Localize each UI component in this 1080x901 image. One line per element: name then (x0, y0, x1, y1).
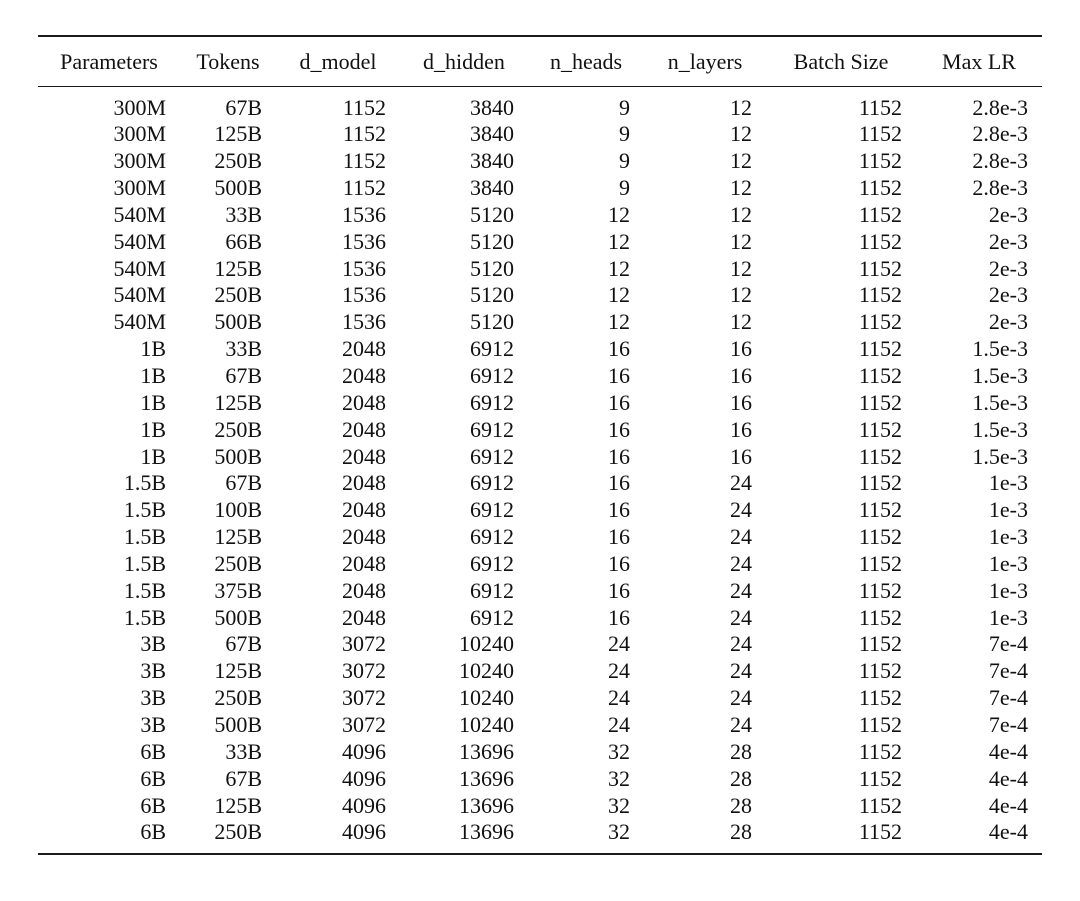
header-n-layers: n_layers (667, 48, 743, 74)
table-header (38, 36, 1042, 87)
cell-d-model: 1536 (342, 282, 386, 308)
header-parameters: Parameters (60, 48, 158, 74)
cell-n-layers: 16 (730, 363, 752, 389)
cell-d-hidden: 3840 (470, 148, 514, 174)
cell-n-layers: 24 (730, 577, 752, 603)
cell-tokens: 250B (214, 148, 262, 174)
cell-n-heads: 16 (608, 443, 630, 469)
cell-max-lr: 1e-3 (988, 550, 1028, 576)
cell-d-model: 1152 (342, 175, 386, 201)
cell-d-model: 1536 (342, 255, 386, 281)
cell-d-hidden: 10240 (459, 631, 514, 657)
cell-d-model: 2048 (342, 416, 386, 442)
cell-max-lr: 2e-3 (988, 201, 1028, 227)
cell-max-lr: 2.8e-3 (972, 148, 1028, 174)
cell-max-lr: 2.8e-3 (972, 95, 1028, 120)
cell-max-lr: 4e-4 (988, 818, 1028, 844)
table-row (38, 819, 1042, 854)
cell-d-model: 2048 (342, 604, 386, 630)
table-row (38, 443, 1042, 470)
cell-parameters: 1B (140, 336, 166, 362)
cell-n-layers: 16 (730, 443, 752, 469)
table-row (38, 416, 1042, 443)
cell-batch-size: 1152 (858, 711, 902, 737)
cell-d-hidden: 6912 (470, 524, 514, 550)
cell-parameters: 300M (113, 95, 166, 120)
cell-n-layers: 28 (730, 765, 752, 791)
cell-n-heads: 24 (608, 711, 630, 737)
table-row (38, 470, 1042, 497)
cell-n-heads: 16 (608, 336, 630, 362)
hyperparameter-table-container (38, 35, 1042, 855)
table-row (38, 87, 1042, 122)
cell-n-heads: 9 (619, 148, 630, 174)
cell-d-hidden: 13696 (459, 818, 514, 844)
cell-tokens: 67B (225, 363, 262, 389)
cell-d-model: 4096 (342, 792, 386, 818)
cell-d-model: 2048 (342, 336, 386, 362)
table-row (38, 604, 1042, 631)
table-row (38, 685, 1042, 712)
cell-batch-size: 1152 (858, 309, 902, 335)
cell-n-heads: 12 (608, 228, 630, 254)
cell-max-lr: 1e-3 (988, 470, 1028, 496)
cell-parameters: 1B (140, 443, 166, 469)
cell-batch-size: 1152 (858, 148, 902, 174)
cell-tokens: 375B (214, 577, 262, 603)
cell-n-layers: 12 (730, 201, 752, 227)
cell-d-model: 1536 (342, 201, 386, 227)
cell-n-layers: 16 (730, 389, 752, 415)
cell-d-hidden: 5120 (470, 282, 514, 308)
cell-d-model: 2048 (342, 443, 386, 469)
cell-batch-size: 1152 (858, 228, 902, 254)
cell-parameters: 1B (140, 363, 166, 389)
cell-max-lr: 7e-4 (988, 685, 1028, 711)
table-row (38, 792, 1042, 819)
cell-parameters: 6B (140, 792, 166, 818)
cell-d-hidden: 6912 (470, 389, 514, 415)
cell-n-heads: 32 (608, 765, 630, 791)
cell-tokens: 250B (214, 818, 262, 844)
cell-d-model: 4096 (342, 818, 386, 844)
cell-tokens: 125B (214, 792, 262, 818)
cell-d-hidden: 10240 (459, 685, 514, 711)
table-row (38, 631, 1042, 658)
table-row (38, 282, 1042, 309)
cell-batch-size: 1152 (858, 282, 902, 308)
cell-n-layers: 12 (730, 282, 752, 308)
cell-max-lr: 2e-3 (988, 255, 1028, 281)
cell-n-layers: 12 (730, 309, 752, 335)
table-row (38, 121, 1042, 148)
table-body (38, 87, 1042, 854)
cell-n-heads: 16 (608, 389, 630, 415)
cell-batch-size: 1152 (858, 685, 902, 711)
cell-max-lr: 2e-3 (988, 282, 1028, 308)
cell-n-layers: 12 (730, 95, 752, 120)
cell-parameters: 540M (113, 228, 166, 254)
cell-parameters: 3B (140, 631, 166, 657)
cell-n-layers: 24 (730, 711, 752, 737)
cell-parameters: 300M (113, 148, 166, 174)
cell-n-layers: 28 (730, 738, 752, 764)
cell-parameters: 6B (140, 818, 166, 844)
cell-d-model: 3072 (342, 658, 386, 684)
cell-parameters: 1.5B (123, 550, 166, 576)
cell-parameters: 540M (113, 282, 166, 308)
cell-d-model: 3072 (342, 631, 386, 657)
cell-n-layers: 16 (730, 336, 752, 362)
cell-d-hidden: 6912 (470, 363, 514, 389)
cell-n-heads: 9 (619, 175, 630, 201)
cell-max-lr: 1e-3 (988, 604, 1028, 630)
cell-d-hidden: 13696 (459, 792, 514, 818)
cell-d-model: 1536 (342, 309, 386, 335)
table-row (38, 255, 1042, 282)
cell-n-layers: 12 (730, 175, 752, 201)
cell-parameters: 1.5B (123, 524, 166, 550)
cell-tokens: 67B (225, 765, 262, 791)
cell-max-lr: 1e-3 (988, 524, 1028, 550)
cell-d-model: 3072 (342, 685, 386, 711)
cell-d-model: 1152 (342, 148, 386, 174)
cell-d-hidden: 13696 (459, 765, 514, 791)
cell-batch-size: 1152 (858, 497, 902, 523)
cell-max-lr: 7e-4 (988, 658, 1028, 684)
cell-d-hidden: 5120 (470, 228, 514, 254)
cell-batch-size: 1152 (858, 604, 902, 630)
cell-d-hidden: 6912 (470, 470, 514, 496)
cell-d-hidden: 10240 (459, 711, 514, 737)
header-d-hidden: d_hidden (423, 48, 505, 74)
cell-max-lr: 2e-3 (988, 309, 1028, 335)
cell-n-heads: 12 (608, 255, 630, 281)
cell-batch-size: 1152 (858, 363, 902, 389)
cell-parameters: 300M (113, 175, 166, 201)
cell-max-lr: 4e-4 (988, 765, 1028, 791)
cell-tokens: 500B (214, 175, 262, 201)
cell-parameters: 1.5B (123, 577, 166, 603)
cell-batch-size: 1152 (858, 416, 902, 442)
cell-max-lr: 1e-3 (988, 497, 1028, 523)
cell-n-layers: 24 (730, 497, 752, 523)
cell-n-heads: 12 (608, 282, 630, 308)
cell-max-lr: 7e-4 (988, 631, 1028, 657)
cell-tokens: 250B (214, 416, 262, 442)
cell-d-hidden: 6912 (470, 416, 514, 442)
cell-batch-size: 1152 (858, 255, 902, 281)
cell-max-lr: 4e-4 (988, 738, 1028, 764)
cell-batch-size: 1152 (858, 336, 902, 362)
cell-max-lr: 2e-3 (988, 228, 1028, 254)
cell-n-heads: 16 (608, 550, 630, 576)
header-d-model: d_model (299, 48, 377, 74)
cell-n-layers: 24 (730, 631, 752, 657)
cell-parameters: 6B (140, 765, 166, 791)
cell-d-hidden: 6912 (470, 336, 514, 362)
cell-d-model: 1152 (342, 95, 386, 120)
cell-n-layers: 12 (730, 148, 752, 174)
header-batch-size: Batch Size (793, 48, 889, 74)
header-tokens: Tokens (196, 48, 260, 74)
cell-max-lr: 1e-3 (988, 577, 1028, 603)
cell-n-heads: 16 (608, 416, 630, 442)
cell-d-hidden: 5120 (470, 201, 514, 227)
cell-parameters: 1.5B (123, 604, 166, 630)
cell-batch-size: 1152 (858, 443, 902, 469)
cell-d-model: 2048 (342, 389, 386, 415)
cell-n-heads: 32 (608, 792, 630, 818)
cell-n-layers: 24 (730, 524, 752, 550)
table-row (38, 658, 1042, 685)
cell-batch-size: 1152 (858, 765, 902, 791)
table-row (38, 577, 1042, 604)
cell-d-model: 1536 (342, 228, 386, 254)
table-row (38, 228, 1042, 255)
cell-n-heads: 16 (608, 577, 630, 603)
cell-d-model: 1152 (342, 121, 386, 147)
cell-d-hidden: 6912 (470, 604, 514, 630)
cell-tokens: 125B (214, 389, 262, 415)
cell-n-layers: 24 (730, 470, 752, 496)
cell-n-layers: 24 (730, 685, 752, 711)
header-max-lr: Max LR (942, 48, 1016, 74)
cell-batch-size: 1152 (858, 792, 902, 818)
cell-batch-size: 1152 (858, 577, 902, 603)
hyperparameter-table (38, 35, 1042, 855)
cell-n-layers: 12 (730, 228, 752, 254)
cell-n-layers: 24 (730, 604, 752, 630)
cell-n-heads: 24 (608, 685, 630, 711)
cell-batch-size: 1152 (858, 201, 902, 227)
cell-d-hidden: 6912 (470, 497, 514, 523)
cell-d-model: 4096 (342, 738, 386, 764)
cell-parameters: 540M (113, 201, 166, 227)
cell-n-heads: 16 (608, 470, 630, 496)
cell-tokens: 125B (214, 121, 262, 147)
cell-tokens: 66B (225, 228, 262, 254)
cell-max-lr: 2.8e-3 (972, 175, 1028, 201)
cell-tokens: 67B (225, 631, 262, 657)
cell-tokens: 500B (214, 443, 262, 469)
cell-d-hidden: 5120 (470, 255, 514, 281)
cell-parameters: 6B (140, 738, 166, 764)
cell-max-lr: 1.5e-3 (972, 416, 1028, 442)
cell-n-heads: 16 (608, 524, 630, 550)
table-row (38, 738, 1042, 765)
table-row (38, 389, 1042, 416)
cell-n-layers: 24 (730, 658, 752, 684)
cell-d-hidden: 3840 (470, 95, 514, 120)
table-row (38, 712, 1042, 739)
cell-n-layers: 16 (730, 416, 752, 442)
table-row (38, 309, 1042, 336)
cell-tokens: 250B (214, 685, 262, 711)
cell-max-lr: 1.5e-3 (972, 336, 1028, 362)
cell-parameters: 3B (140, 711, 166, 737)
cell-tokens: 125B (214, 255, 262, 281)
cell-parameters: 1B (140, 416, 166, 442)
cell-parameters: 3B (140, 685, 166, 711)
cell-n-heads: 32 (608, 738, 630, 764)
cell-max-lr: 1.5e-3 (972, 443, 1028, 469)
cell-batch-size: 1152 (858, 121, 902, 147)
cell-max-lr: 7e-4 (988, 711, 1028, 737)
header-n-heads: n_heads (549, 48, 623, 74)
table-row (38, 363, 1042, 390)
cell-d-model: 2048 (342, 363, 386, 389)
cell-n-heads: 12 (608, 309, 630, 335)
cell-batch-size: 1152 (858, 524, 902, 550)
cell-d-hidden: 5120 (470, 309, 514, 335)
cell-d-hidden: 13696 (459, 738, 514, 764)
cell-max-lr: 2.8e-3 (972, 121, 1028, 147)
table-row (38, 497, 1042, 524)
table-row (38, 765, 1042, 792)
cell-n-heads: 32 (608, 818, 630, 844)
cell-n-heads: 9 (619, 95, 630, 120)
cell-parameters: 1.5B (123, 497, 166, 523)
cell-tokens: 500B (214, 711, 262, 737)
cell-n-heads: 24 (608, 658, 630, 684)
cell-tokens: 500B (214, 604, 262, 630)
cell-d-model: 2048 (342, 550, 386, 576)
table-row (38, 336, 1042, 363)
cell-max-lr: 4e-4 (988, 792, 1028, 818)
cell-parameters: 3B (140, 658, 166, 684)
cell-tokens: 250B (214, 550, 262, 576)
table-row (38, 551, 1042, 578)
cell-n-heads: 12 (608, 201, 630, 227)
cell-d-hidden: 6912 (470, 443, 514, 469)
cell-tokens: 33B (225, 336, 262, 362)
cell-d-hidden: 3840 (470, 175, 514, 201)
cell-tokens: 125B (214, 658, 262, 684)
cell-d-model: 2048 (342, 470, 386, 496)
cell-max-lr: 1.5e-3 (972, 363, 1028, 389)
cell-batch-size: 1152 (858, 95, 902, 120)
cell-tokens: 33B (225, 738, 262, 764)
cell-n-layers: 28 (730, 792, 752, 818)
cell-batch-size: 1152 (858, 470, 902, 496)
cell-batch-size: 1152 (858, 738, 902, 764)
cell-batch-size: 1152 (858, 658, 902, 684)
cell-tokens: 67B (225, 470, 262, 496)
cell-n-layers: 12 (730, 255, 752, 281)
cell-parameters: 1B (140, 389, 166, 415)
header-row (38, 36, 1042, 87)
cell-batch-size: 1152 (858, 631, 902, 657)
cell-tokens: 250B (214, 282, 262, 308)
cell-d-model: 3072 (342, 711, 386, 737)
table-row (38, 202, 1042, 229)
cell-batch-size: 1152 (858, 818, 902, 844)
cell-tokens: 125B (214, 524, 262, 550)
cell-parameters: 540M (113, 255, 166, 281)
cell-d-hidden: 6912 (470, 550, 514, 576)
cell-batch-size: 1152 (858, 175, 902, 201)
cell-max-lr: 1.5e-3 (972, 389, 1028, 415)
cell-tokens: 100B (214, 497, 262, 523)
cell-n-heads: 24 (608, 631, 630, 657)
cell-n-heads: 16 (608, 363, 630, 389)
cell-d-model: 2048 (342, 497, 386, 523)
cell-tokens: 67B (225, 95, 262, 120)
cell-n-heads: 9 (619, 121, 630, 147)
cell-d-model: 2048 (342, 524, 386, 550)
cell-batch-size: 1152 (858, 550, 902, 576)
cell-d-hidden: 6912 (470, 577, 514, 603)
cell-batch-size: 1152 (858, 389, 902, 415)
cell-tokens: 500B (214, 309, 262, 335)
cell-n-heads: 16 (608, 604, 630, 630)
cell-d-model: 4096 (342, 765, 386, 791)
cell-d-hidden: 10240 (459, 658, 514, 684)
table-row (38, 148, 1042, 175)
cell-n-layers: 12 (730, 121, 752, 147)
cell-n-heads: 16 (608, 497, 630, 523)
table-row (38, 524, 1042, 551)
cell-n-layers: 28 (730, 818, 752, 844)
cell-parameters: 540M (113, 309, 166, 335)
cell-d-hidden: 3840 (470, 121, 514, 147)
cell-n-layers: 24 (730, 550, 752, 576)
cell-tokens: 33B (225, 201, 262, 227)
cell-parameters: 300M (113, 121, 166, 147)
cell-d-model: 2048 (342, 577, 386, 603)
table-row (38, 175, 1042, 202)
cell-parameters: 1.5B (123, 470, 166, 496)
